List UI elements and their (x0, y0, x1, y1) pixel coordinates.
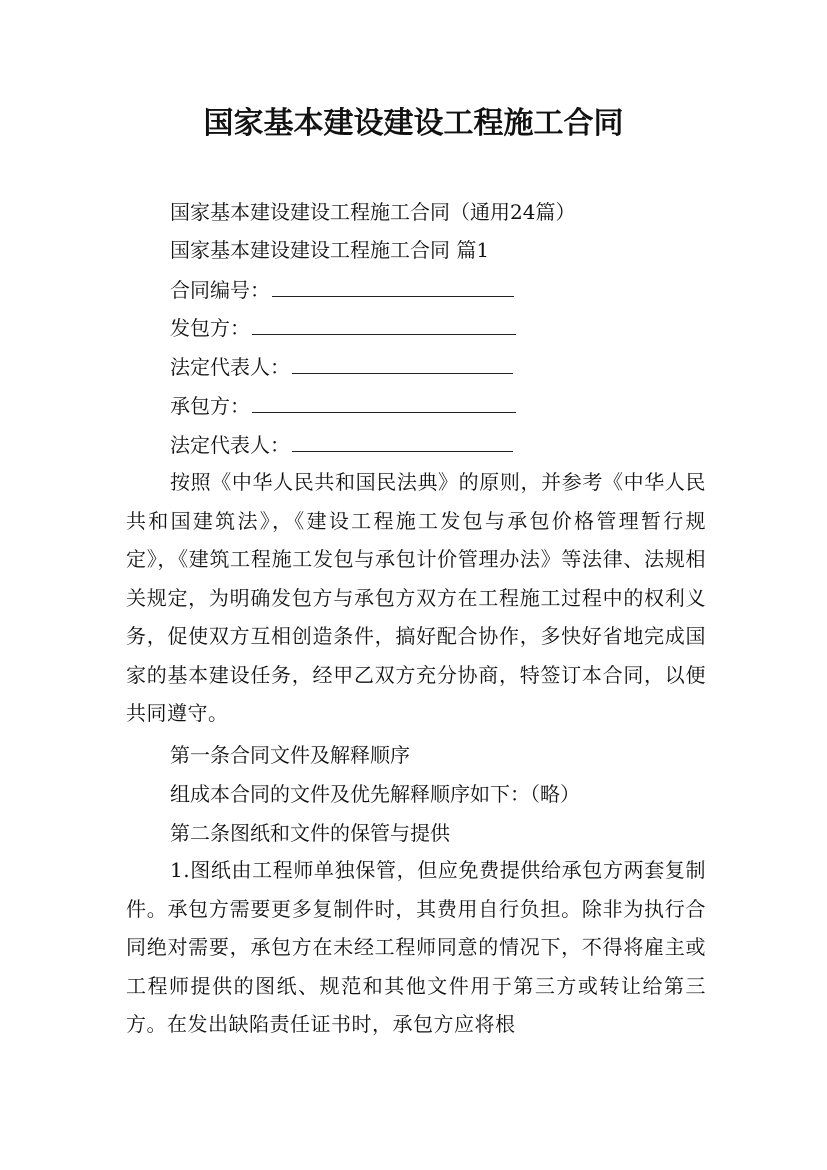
field-contractor-representative (170, 431, 513, 459)
preamble-paragraph: 按照《中华人民共和国民法典》的原则，并参考《中华人民共和国建筑法》，《建设工程施工发包与承包价格管理暂行规定》，《建筑工程施工发包与承包计价管理办法》等法律、法规相关规定，为明确发包方与承包方双方在工程施工过程中的权利义务，促使双方互相创造条件，搞好配合协作，多快好省地完成国家的基本建设任务，经甲乙双方充分协商，特签订本合同，以便共同遵守。 (126, 470, 706, 725)
field-label: 法定代表人： (170, 355, 290, 379)
fill-in-blank (252, 394, 516, 413)
article1-heading: 第一条合同文件及解释顺序 (170, 743, 410, 767)
fill-in-blank (272, 278, 514, 297)
document-subtitle: 国家基本建设建设工程施工合同（通用24篇） (170, 200, 576, 224)
article2-heading: 第二条图纸和文件的保管与提供 (170, 821, 450, 845)
field-label: 合同编号： (170, 278, 270, 302)
field-contractor (170, 392, 516, 420)
fill-in-blank (252, 316, 516, 335)
field-label: 承包方： (170, 394, 250, 418)
field-employer (170, 314, 516, 342)
field-label: 发包方： (170, 316, 250, 340)
fill-in-blank (292, 433, 513, 452)
field-label: 法定代表人： (170, 433, 290, 457)
article2-item1: 1.图纸由工程师单独保管，但应免费提供给承包方两套复制件。承包方需要更多复制件时，其费用自行负担。除非为执行合同绝对需要，承包方在未经工程师同意的情况下，不得将雇主或工程师提供的图纸、规范和其他文件用于第三方或转让给第三方。在发出缺陷责任证书时，承包方应将根 (126, 858, 706, 1036)
fill-in-blank (292, 355, 513, 374)
document-title: 国家基本建设建设工程施工合同 (203, 106, 624, 141)
section-heading: 国家基本建设建设工程施工合同 篇1 (170, 238, 490, 262)
field-employer-representative (170, 353, 513, 381)
article1-text: 组成本合同的文件及优先解释顺序如下：（略） (170, 782, 580, 806)
field-contract-number (170, 276, 514, 304)
